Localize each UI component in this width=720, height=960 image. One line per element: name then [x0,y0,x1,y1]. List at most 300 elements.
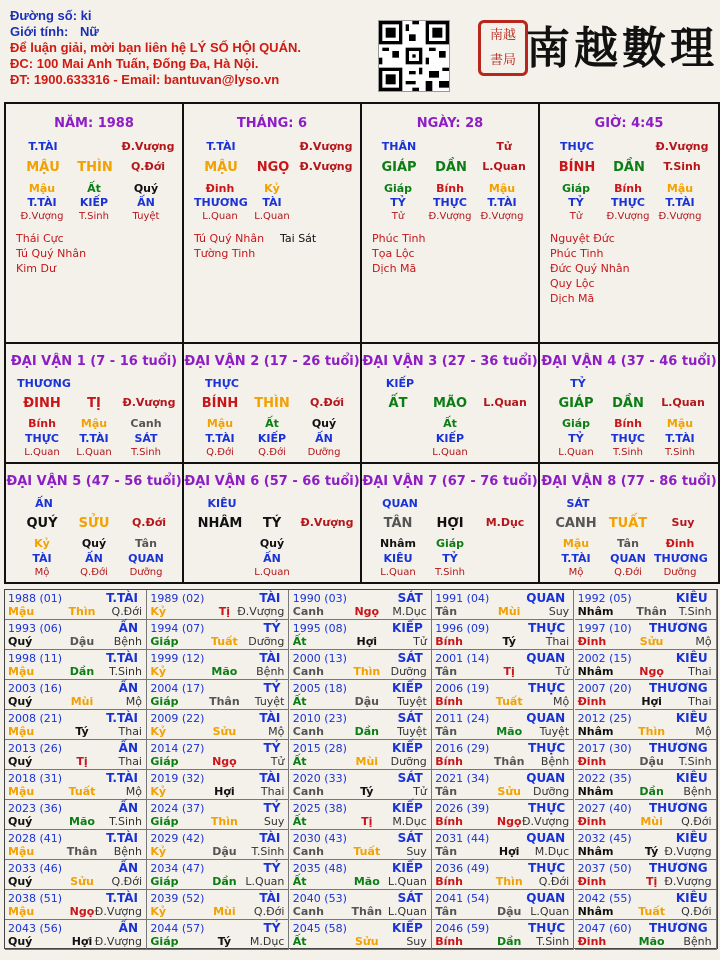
year-stem: Mậu [8,605,35,618]
year-state: Q.Đới [111,605,142,618]
year-god: THƯƠNG [648,741,708,755]
year-cell [147,590,289,620]
hidden-state: Đ.Vượng [480,211,524,222]
hidden-stem: Mậu [666,182,694,195]
luck-cycles-row-2 [6,464,718,582]
year-cell [147,920,289,950]
luck-cycle-god: KIÊU [207,497,237,510]
hidden-state: L.Quan [254,567,290,578]
year-god: TÀI [259,591,281,605]
hidden-state: T.Sinh [131,447,161,458]
address-line: ĐC: 100 Mai Anh Tuấn, Đống Đa, Hà Nội. [10,56,259,71]
year-cell [290,800,432,830]
luck-cycles-row-1 [6,344,718,464]
hidden-god: ẤN [315,432,333,445]
year-stem: Quý [8,755,33,768]
year-cell [575,830,717,860]
year-god: KIẾP [392,861,423,875]
hidden-god: TÀI [32,552,52,565]
hidden-state: Q.Đới [258,447,286,458]
year-label: 2035 (48) [292,862,347,875]
year-label: 2039 (52) [150,892,205,905]
hidden-state: Tuyệt [132,211,160,222]
luck-cycle-stem: ĐINH [23,396,61,411]
year-state: T.Sinh [678,755,712,768]
year-stem: Ất [292,935,307,948]
hidden-stem: Mậu [206,417,234,430]
luck-cycle-branch: THÌN [254,396,290,411]
luck-cycle-god: THỰC [205,377,239,390]
year-god: QUAN [526,651,566,665]
year-label: 2028 (41) [8,832,63,845]
hidden-stem: Giáp [435,537,465,550]
year-god: T.TÀI [106,771,138,785]
luck-cycle-cell [184,344,362,462]
four-pillars-row [6,104,718,344]
year-god: TỶ [263,741,281,755]
luck-cycle-cell [362,464,540,582]
year-god: QUAN [526,831,566,845]
year-label: 2044 (57) [150,922,205,935]
luck-cycle-cell [540,344,718,462]
qr-graphic [379,21,449,91]
year-cell [290,590,432,620]
year-god: TÀI [259,831,281,845]
year-state: Bệnh [683,935,712,948]
year-branch: Thìn [68,605,96,618]
year-stem: Tân [435,785,458,798]
year-stem: Đinh [577,635,607,648]
year-god: TÀI [259,771,281,785]
year-state: L.Quan [387,875,427,888]
year-god: QUAN [526,711,566,725]
year-stem: Canh [292,905,324,918]
pillar-branch-state: L.Quan [482,160,526,173]
year-cell [147,740,289,770]
year-branch: Tị [76,755,88,768]
qr-code-icon[interactable] [378,20,450,92]
year-state: Tử [413,635,427,648]
year-cell [5,590,147,620]
year-stem: Tân [435,605,458,618]
year-stem: Mậu [8,665,35,678]
hidden-stem: Ất [87,182,101,195]
year-god: TỶ [263,801,281,815]
year-state: Bệnh [540,755,570,768]
year-god: QUAN [526,891,566,905]
year-stem: Đinh [577,875,607,888]
hidden-god: THỰC [611,432,645,445]
hidden-stem: Đinh [205,182,235,195]
year-cell [147,860,289,890]
year-label: 2026 (39) [435,802,490,815]
year-state: Mộ [552,695,570,708]
pillar-branch: DẦN [613,160,645,175]
year-branch: Thân [636,605,667,618]
year-state: Suy [548,605,570,618]
year-state: Q.Đới [538,875,570,888]
hidden-god: TỶ [568,432,584,445]
gender-label: Giới tính: [10,24,69,39]
luck-cycle-stem: ẤT [388,396,408,411]
year-state: Thai [545,635,570,648]
pillar-title: THÁNG: 6 [236,116,308,131]
hidden-stem: Bính [436,182,464,195]
year-god: KIÊU [675,651,708,665]
year-stem: Kỷ [150,605,167,618]
year-god: ẤN [118,801,138,815]
year-label: 2000 (13) [292,652,347,665]
year-god: KIÊU [675,591,708,605]
hidden-state: T.Sinh [435,567,465,578]
hidden-stem: Bính [614,417,642,430]
star-list [372,231,426,276]
year-state: M.Dục [392,605,427,618]
hidden-god: KIẾP [435,432,465,445]
year-god: T.TÀI [106,711,138,725]
year-stem: Tân [435,905,458,918]
luck-cycle-state: Đ.Vượng [300,516,354,529]
year-god: THƯƠNG [648,681,708,695]
year-stem: Ất [292,815,307,828]
year-god: SÁT [397,831,423,845]
hidden-state: T.Sinh [665,447,695,458]
year-state: Tử [555,665,570,678]
hidden-state: L.Quan [254,211,290,222]
year-label: 2012 (25) [577,712,632,725]
year-label: 2022 (35) [577,772,632,785]
year-god: KIÊU [675,891,708,905]
hidden-stem: Giáp [383,182,413,195]
year-stem: Giáp [150,635,179,648]
pillar-title: NGÀY: 28 [416,116,484,131]
year-branch: Dậu [212,845,237,858]
year-state: Suy [263,815,285,828]
hidden-stem: Ất [443,417,457,430]
year-stem: Tân [435,665,458,678]
year-god: ẤN [118,861,138,875]
year-stem: Quý [8,635,33,648]
pillar-branch: THÌN [77,160,113,175]
hidden-state: Đ.Vượng [20,211,64,222]
luck-cycle-stem: TÂN [383,516,413,531]
hidden-stem: Quý [81,537,107,550]
year-label: 2016 (29) [435,742,490,755]
year-god: TỶ [263,681,281,695]
year-label: 2024 (37) [150,802,205,815]
year-stem: Canh [292,725,324,738]
year-god: T.TÀI [106,891,138,905]
year-stem: Kỷ [150,665,167,678]
year-label: 2030 (43) [292,832,347,845]
hidden-stem: Kỷ [264,182,280,195]
year-branch: Tị [361,815,373,828]
year-cell [147,890,289,920]
year-label: 2007 (20) [577,682,632,695]
year-stem: Đinh [577,695,607,708]
year-branch: Dậu [496,905,522,918]
year-god: T.TÀI [106,651,138,665]
year-cell [432,860,574,890]
pillar-stem: GIÁP [381,160,417,175]
year-state: Thai [118,755,142,768]
star-item: Tọa Lộc [372,247,415,260]
year-branch: Tý [217,935,232,948]
hidden-god: ẤN [137,196,155,209]
year-branch: Thân [209,695,240,708]
star-list [194,231,264,261]
year-branch: Dần [69,665,95,678]
year-state: Bệnh [256,665,285,678]
phone-line: ĐT: 1900.633316 - Email: bantuvan@lyso.vn [10,72,280,87]
year-label: 2002 (15) [577,652,632,665]
year-stem: Giáp [150,695,179,708]
year-state: Đ.Vượng [94,935,142,948]
year-cell [432,800,574,830]
year-state: Suy [406,845,427,858]
year-cell [575,800,717,830]
star-item: Phúc Tinh [550,247,604,260]
pillar-stem-god: T.TÀI [28,140,58,153]
year-label: 2031 (44) [435,832,490,845]
hidden-god: T.TÀI [665,196,695,209]
year-god: TÀI [259,891,281,905]
hidden-state: Dưỡng [307,447,341,458]
year-stem: Nhâm [577,905,614,918]
year-label: 1989 (02) [150,592,205,605]
year-branch: Mùi [640,815,663,828]
year-cell [5,680,147,710]
year-state: Tử [270,755,285,768]
hidden-god: THỰC [433,196,467,209]
year-branch: Dậu [639,755,664,768]
year-state: Suy [406,935,427,948]
luck-cycle-god: KIẾP [385,377,415,390]
year-god: KIẾP [392,921,423,935]
year-state: Mộ [695,725,712,738]
year-branch: Tý [75,725,89,738]
hidden-state: Tử [569,211,583,222]
year-label: 2005 (18) [292,682,347,695]
year-label: 2041 (54) [435,892,490,905]
year-state: M.Dục [392,815,427,828]
year-label: 2029 (42) [150,832,205,845]
year-cell [290,920,432,950]
luck-cycle-state: M.Dục [485,516,525,529]
year-state: Mộ [125,695,142,708]
year-cell [575,710,717,740]
star-item: Nguyệt Đức [550,232,615,245]
hidden-state: Q.Đới [206,447,234,458]
year-branch: Dần [354,725,379,738]
hidden-stem: Mậu [28,182,56,195]
hidden-god: ẤN [85,552,103,565]
year-state: Tuyệt [254,695,285,708]
hidden-state: Q.Đới [614,567,642,578]
year-stem: Giáp [150,875,179,888]
year-label: 2021 (34) [435,772,490,785]
year-stem: Bính [435,695,464,708]
hidden-god: THƯƠNG [654,552,708,565]
hidden-god: TỶ [442,552,458,565]
luck-cycle-branch: HỢI [436,516,464,531]
year-cell [432,680,574,710]
year-god: THỰC [528,921,566,935]
year-cell [147,800,289,830]
year-branch: Dần [639,785,664,798]
luck-cycle-branch: MÃO [432,396,468,411]
year-label: 2045 (58) [292,922,347,935]
hidden-god: T.TÀI [79,432,109,445]
luck-cycle-title: ĐẠI VẬN 4 (37 - 46 tuổi) [541,354,717,369]
year-state: Q.Đới [681,905,712,918]
year-label: 2013 (26) [8,742,63,755]
year-state: Bệnh [113,635,142,648]
year-cell [5,620,147,650]
year-branch: Thân [66,845,98,858]
year-god: ẤN [118,621,138,635]
year-cell [5,710,147,740]
year-label: 2034 (47) [150,862,205,875]
year-state: Q.Đới [253,905,285,918]
year-branch: Tị [503,665,515,678]
year-state: Dưỡng [248,635,285,648]
year-state: Q.Đới [111,875,142,888]
year-stem: Mậu [8,725,35,738]
luck-cycle-stem: BÍNH [201,396,239,411]
pillar-branch-state: Q.Đới [130,160,166,173]
luck-cycle-branch: TUẤT [608,516,648,531]
year-stem: Kỷ [150,905,167,918]
star-extra: Tai Sát [280,232,317,245]
hidden-stem: Giáp [561,417,591,430]
year-label: 1994 (07) [150,622,205,635]
year-label: 1991 (04) [435,592,490,605]
year-god: KIÊU [675,831,708,845]
year-god: TỶ [263,861,281,875]
year-god: TỶ [263,921,281,935]
year-branch: Sửu [70,875,94,888]
year-label: 2036 (49) [435,862,490,875]
year-god: TÀI [259,651,281,665]
year-god: THƯƠNG [648,801,708,815]
year-stem: Canh [292,665,324,678]
year-cell [5,770,147,800]
year-branch: Hợi [214,785,235,798]
hidden-state: Dưỡng [663,567,697,578]
luck-cycle-branch: DẦN [612,396,644,411]
luck-cycle-cell [540,464,718,582]
year-stem: Tân [435,845,458,858]
year-branch: Tuất [68,785,96,798]
year-stem: Ất [292,755,307,768]
year-state: Đ.Vượng [237,605,285,618]
year-label: 1996 (09) [435,622,490,635]
year-stem: Canh [292,845,324,858]
year-stem: Canh [292,605,324,618]
year-label: 1995 (08) [292,622,347,635]
year-branch: Mùi [70,695,94,708]
year-cell [432,770,574,800]
year-label: 2023 (36) [8,802,63,815]
year-state: Mộ [125,785,142,798]
year-branch: Sửu [497,785,521,798]
year-label: 2032 (45) [577,832,632,845]
hidden-state: Đ.Vượng [658,211,702,222]
year-state: Q.Đới [681,815,712,828]
year-branch: Sửu [355,935,379,948]
year-branch: Tuất [353,845,381,858]
year-branch: Ngọ [212,755,237,768]
hidden-stem: Mậu [488,182,516,195]
year-cell [5,800,147,830]
luck-cycle-cell [184,464,362,582]
pillar-stem-god: THÂN [381,140,417,153]
year-cell [290,860,432,890]
year-cell [147,710,289,740]
year-cell [575,920,717,950]
year-branch: Mùi [355,755,379,768]
year-label: 2018 (31) [8,772,63,785]
year-cell [290,770,432,800]
year-cell [432,590,574,620]
year-label: 2025 (38) [292,802,347,815]
year-god: KIÊU [675,771,708,785]
year-state: Thai [118,725,142,738]
year-branch: Hợi [71,935,93,948]
year-branch: Mùi [497,605,521,618]
star-list [16,231,86,276]
year-cell [575,620,717,650]
year-label: 1992 (05) [577,592,632,605]
year-state: L.Quan [245,875,285,888]
year-label: 2015 (28) [292,742,347,755]
year-label: 1999 (12) [150,652,205,665]
star-item: Quy Lộc [550,277,595,290]
year-stem: Ất [292,635,307,648]
luck-cycle-title: ĐẠI VẬN 7 (67 - 76 tuổi) [362,474,538,489]
year-god: SÁT [397,651,423,665]
hidden-stem: Nhâm [380,537,416,550]
luck-cycle-branch: TÝ [262,516,282,531]
year-stem: Đinh [577,815,607,828]
hidden-god: KIÊU [383,552,413,565]
year-cell [290,740,432,770]
hidden-stem: Kỷ [34,537,50,550]
year-state: M.Dục [249,935,285,948]
star-list [550,231,630,306]
year-stem: Bính [435,635,464,648]
star-item: Tú Quý Nhân [194,232,265,245]
luck-cycle-stem: NHÂM [197,516,243,531]
year-branch: Mão [211,665,238,678]
pillar-stem-god: T.TÀI [206,140,236,153]
year-cell [147,770,289,800]
year-god: THỰC [528,681,566,695]
hidden-god: T.TÀI [27,196,57,209]
year-state: Dưỡng [533,785,570,798]
luck-cycle-title: ĐẠI VẬN 8 (77 - 86 tuổi) [541,474,717,489]
year-branch: Mùi [213,905,236,918]
year-stem: Giáp [150,935,179,948]
hidden-stem: Tân [135,537,157,550]
year-cell [575,770,717,800]
year-cell [5,650,147,680]
luck-cycle-state: Suy [671,516,695,529]
year-stem: Quý [8,815,33,828]
star-item: Tú Quý Nhân [16,247,87,260]
year-cell [575,860,717,890]
